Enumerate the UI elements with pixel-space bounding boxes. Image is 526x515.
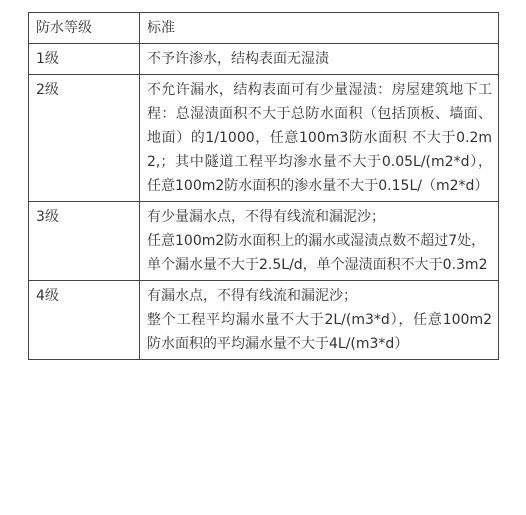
grade-cell: 4级 [29, 281, 140, 360]
standard-cell [140, 202, 499, 281]
header-standard: 标准 [140, 13, 499, 44]
standard-line: 整个工程平均漏水量不大于2L/(m3*d），任意100m2防水面积的平均漏水量不大于4L/(m3*d） [147, 312, 492, 352]
grade-cell: 1级 [29, 44, 140, 75]
standard-cell [140, 281, 499, 360]
grade-cell: 3级 [29, 202, 140, 281]
standard-cell [140, 44, 499, 75]
table-row [29, 75, 499, 202]
standard-line: 不予许渗水，结构表面无湿渍 [147, 51, 329, 67]
table-header-row [29, 13, 499, 44]
standard-line: 有少量漏水点，不得有线流和漏泥沙； [147, 209, 385, 225]
standard-cell [140, 75, 499, 202]
standard-line: 任意100m2防水面积上的漏水或湿渍点数不超过7处，单个漏水量不大于2.5L/d，单个湿渍面积不大于0.3m2 [147, 233, 488, 273]
grade-cell: 2级 [29, 75, 140, 202]
header-grade: 防水等级 [29, 13, 140, 44]
standard-line: 有漏水点，不得有线流和漏泥沙； [147, 288, 357, 304]
table-row [29, 281, 499, 360]
table-row [29, 202, 499, 281]
table-row [29, 44, 499, 75]
standard-line: 不允许漏水，结构表面可有少量湿渍：房屋建筑地下工程：总湿渍面积不大于总防水面积（包括顶板、墙面、地面）的1/1000，任意100m3防水面积 不大于0.2m2,；其中隧道工程平均渗水量不大于0.05L/(m2*d），任意100m2防水面积的渗水量不大于0.15L/（m2*d） [147, 82, 492, 194]
waterproof-grade-table [28, 12, 499, 360]
